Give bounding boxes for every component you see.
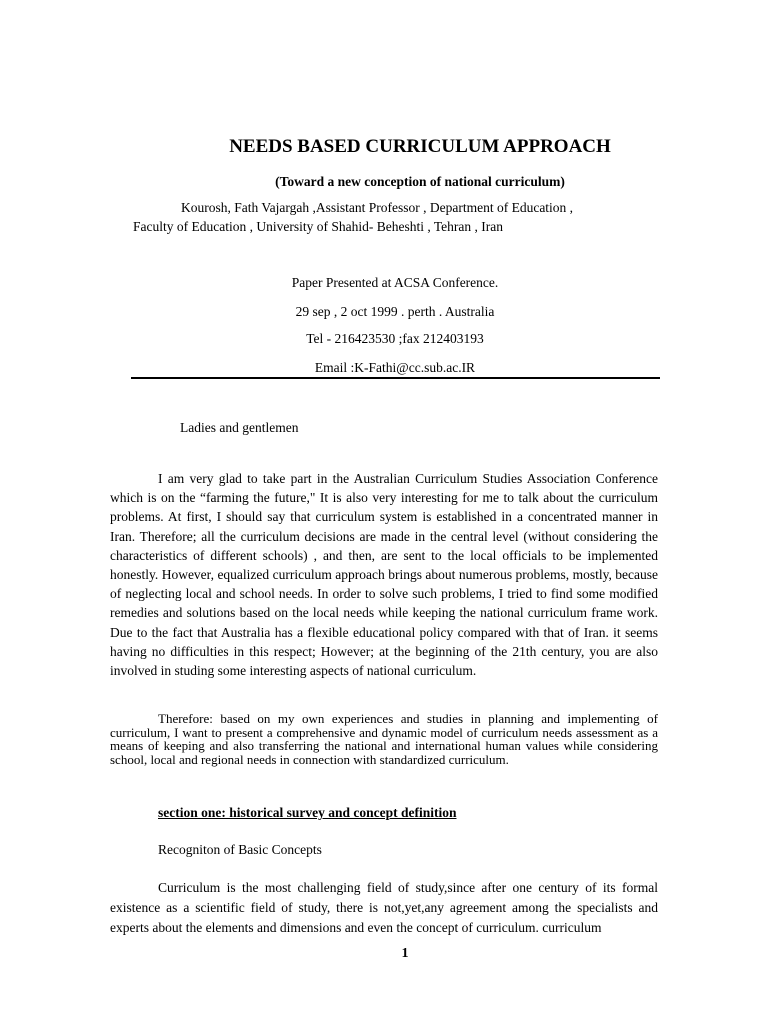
section-heading: section one: historical survey and concept definition: [158, 805, 457, 820]
paper-subtitle: (Toward a new conception of national curriculum): [275, 174, 565, 189]
header-divider: [131, 377, 660, 379]
conference-dates: 29 sep , 2 oct 1999 . perth . Australia: [295, 304, 495, 319]
conference-line: Paper Presented at ACSA Conference.: [291, 275, 499, 290]
body-paragraph-1: I am very glad to take part in the Australian Curriculum Studies Association Conference which is on the “farming the future," It is also very interesting for me to talk about the curriculum problems. At first, I should say that curriculum system is established in a concentrated manner in Iran. Therefore; all the curriculum decisions are made in the central level (without considering the characteristics of different schools) , and then, are sent to the local officials to be implemented honestly. However, equalized curriculum approach brings about numerous problems, mostly, because of neglecting local and school needs. In order to solve such problems, I tried to find some modified remedies and solutions based on the local needs while keeping the national curriculum frame work. Due to the fact that Australia has a flexible educational policy compared with that of Iran. it seems having no difficulties in this respect; However; at the beginning of the 21th century, you are also involved in studing some interesting aspects of national curriculum.: [110, 471, 658, 679]
page-number: 1: [401, 946, 409, 961]
author-line-2: Faculty of Education , University of Shahid- Beheshti , Tehran , Iran: [133, 219, 503, 234]
body-paragraph-3: Curriculum is the most challenging field of study,since after one century of its formal existence as a scientific field of study, there is not,yet,any agreement among the specialists and experts about the elements and dimensions and even the concept of curriculum. curriculum: [110, 880, 658, 935]
paper-title: NEEDS BASED CURRICULUM APPROACH: [229, 136, 611, 157]
subheading: Recogniton of Basic Concepts: [158, 842, 322, 857]
body-paragraph-2: Therefore: based on my own experiences and studies in planning and implementing of curriculum, I want to present a comprehensive and dynamic model of curriculum needs assessment as a means of keeping and also transferring the national and international human values while considering school, local and regional needs in connection with standardized curriculum.: [110, 711, 658, 767]
contact-phone: Tel - 216423530 ;fax 212403193: [306, 331, 484, 346]
contact-email: Email :K-Fathi@cc.sub.ac.IR: [314, 360, 476, 375]
salutation: Ladies and gentlemen: [180, 420, 299, 435]
author-line-1: Kourosh, Fath Vajargah ,Assistant Professor , Department of Education ,: [181, 200, 574, 215]
